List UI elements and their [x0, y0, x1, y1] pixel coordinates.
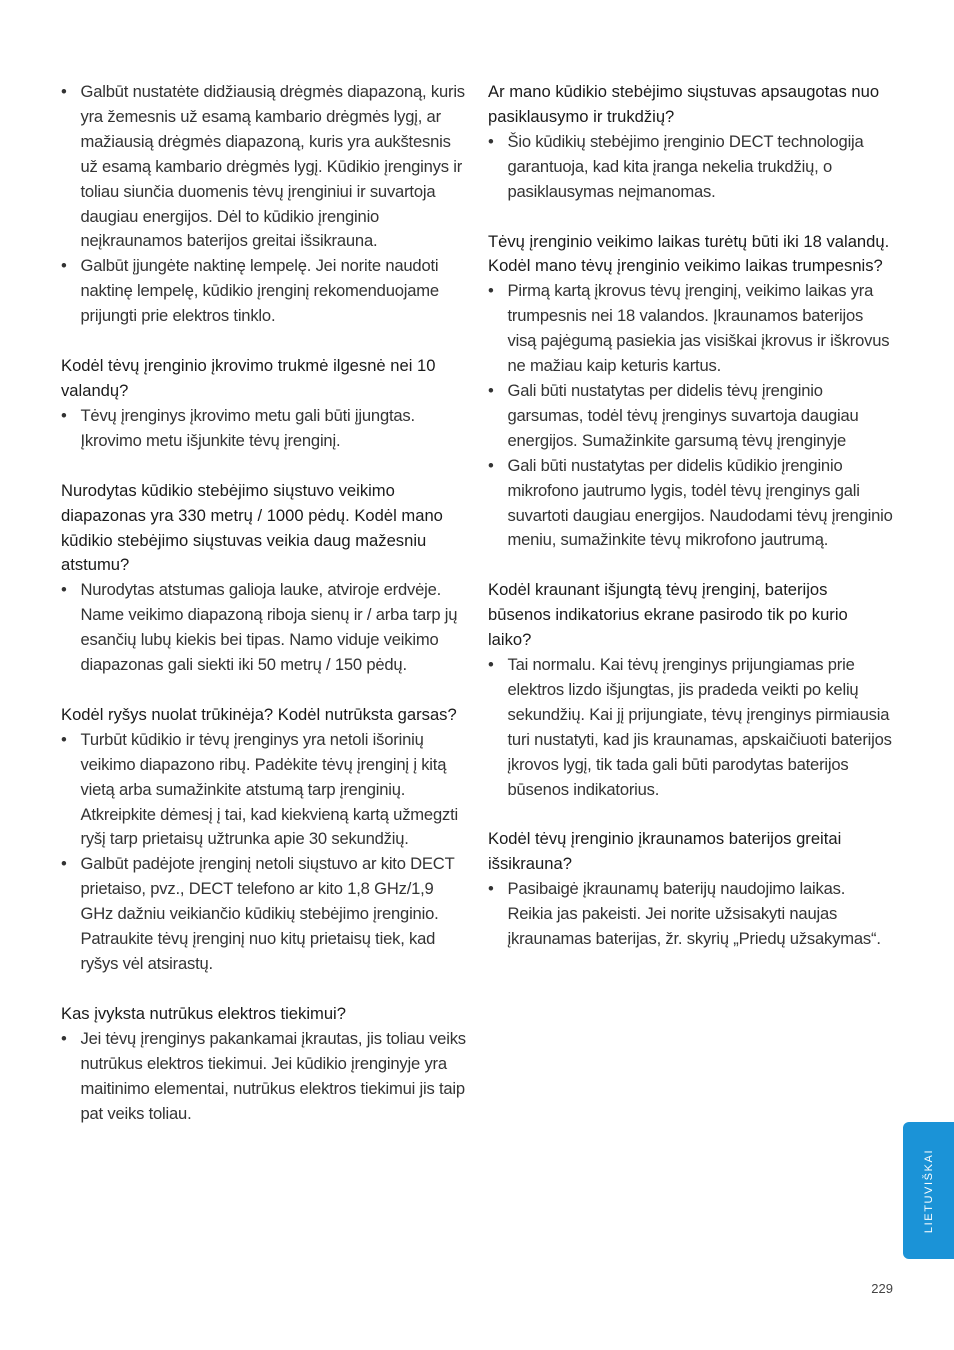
bullet-item: • Galbūt įjungėte naktinę lempelę. Jei norite naudoti naktinę lempelę, kūdikio įrenginį rekomenduojame prijungti prie elektros tinklo.: [61, 254, 467, 329]
intro-bullet-list: [61, 80, 467, 329]
language-side-tab: [903, 1122, 954, 1259]
faq-question: Ar mano kūdikio stebėjimo siųstuvas apsaugotas nuo pasiklausymo ir trukdžių?: [488, 82, 880, 126]
faq-answer-list: [61, 728, 467, 977]
faq-question: Tėvų įrenginio veikimo laikas turėtų būti iki 18 valandų. Kodėl mano tėvų įrenginio veikimo laikas trumpesnis?: [488, 231, 890, 276]
bullet-item: • Tai normalu. Kai tėvų įrenginys prijungiamas prie elektros lizdo išjungtas, jis pradeda veikti po kelių sekundžių. Kai jį prijungiate, tėvų įrenginys pirmiausia turi nustatyti, kad jis kraunamas, apskaičiuoti baterijos įkrovos lygį, tik tada gali būti parodytas baterijos būsenos indikatorius.: [488, 653, 893, 802]
faq-question: Kodėl tėvų įrenginio įkrovimo trukmė ilgesnė nei 10 valandų?: [61, 356, 436, 400]
faq-section-battery-indicator: [488, 578, 893, 802]
faq-section-range: [61, 479, 467, 678]
bullet-item: • Turbūt kūdikio ir tėvų įrenginys yra netoli išorinių veikimo diapazono ribų. Padėkite tėvų įrenginį į kitą vietą arba sumažinkite atstumą tarp įrenginių. Atkreipkite dėmesį į tai, kad kiekvieną kartą užmegzti ryšį tarp prietaisų užtrunka apie 30 sekundžių.: [61, 728, 467, 853]
bullet-item: • Gali būti nustatytas per didelis tėvų įrenginio garsumas, todėl tėvų įrenginys suvartoja daugiau energijos. Sumažinkite garsumą tėvų įrenginyje: [488, 379, 893, 454]
faq-answer-list: [488, 130, 893, 205]
page-number: 229: [871, 1281, 893, 1296]
faq-section-power-failure: [61, 1002, 467, 1127]
faq-question: Kodėl tėvų įrenginio įkraunamos baterijos greitai išsikrauna?: [488, 829, 842, 874]
bullet-item: • Tėvų įrenginys įkrovimo metu gali būti įjungtas. Įkrovimo metu išjunkite tėvų įrenginį.: [61, 404, 467, 454]
bullet-item: • Jei tėvų įrenginys pakankamai įkrautas, jis toliau veiks nutrūkus elektros tiekimui. Jei kūdikio įrenginyje yra maitinimo elementai, nutrūkus elektros tiekimui jis taip pat veiks toliau.: [61, 1027, 467, 1127]
faq-section-charging-time: [61, 354, 467, 454]
bullet-item: • Šio kūdikių stebėjimo įrenginio DECT technologija garantuoja, kad kita įranga nekelia trukdžių, o pasiklausymas neįmanomas.: [488, 130, 893, 205]
left-column: [61, 80, 467, 1151]
faq-answer-list: [61, 578, 467, 678]
faq-section-battery-drain: [488, 827, 893, 952]
language-tab-label: LIETUVIŠKAI: [922, 1148, 935, 1233]
faq-answer-list: [488, 653, 893, 802]
intro-section: [61, 80, 467, 329]
faq-answer-list: [61, 1027, 467, 1127]
bullet-item: • Nurodytas atstumas galioja lauke, atviroje erdvėje. Name veikimo diapazoną riboja sienų ir / arba tarp jų esančių lubų kiekis bei tipas. Namo viduje veikimo diapazonas gali siekti iki 50 metrų / 150 pėdų.: [61, 578, 467, 678]
right-column: [488, 80, 893, 977]
bullet-item: • Galbūt nustatėte didžiausią drėgmės diapazoną, kuris yra žemesnis už esamą kambario drėgmės lygį, ar mažiausią drėgmės diapazoną, kuris yra aukštesnis už esamą kambario drėgmės lygį. Kūdikio įrenginys ir toliau siunčia duomenis tėvų įrenginiui ir suvartoja daugiau energijos. Dėl to kūdikio įrenginio neįkraunamos baterijos greitai išsikrauna.: [61, 80, 467, 254]
faq-question: Kas įvyksta nutrūkus elektros tiekimui?: [61, 1003, 346, 1023]
faq-answer-list: [488, 877, 893, 952]
faq-section-operating-time: [488, 230, 893, 554]
faq-question: Kodėl kraunant išjungtą tėvų įrenginį, baterijos būsenos indikatorius ekrane pasirodo tik po kurio laiko?: [488, 580, 848, 650]
bullet-item: • Pirmą kartą įkrovus tėvų įrenginį, veikimo laikas yra trumpesnis nei 18 valandos. Įkraunamos baterijos visą pajėgumą pasiekia jas visiškai įkrovus ir iškrovus ne mažiau kaip keturis kartus.: [488, 279, 893, 379]
faq-answer-list: [488, 279, 893, 553]
bullet-item: • Galbūt padėjote įrenginį netoli siųstuvo ar kito DECT prietaiso, pvz., DECT telefono ar kito 1,8 GHz/1,9 GHz dažniu veikiančio kūdikių stebėjimo įrenginio. Patraukite tėvų įrenginį nuo kitų prietaisų tiek, kad ryšys vėl atsirastų.: [61, 852, 467, 977]
bullet-item: • Gali būti nustatytas per didelis kūdikio įrenginio mikrofono jautrumo lygis, todėl tėvų įrenginys gali suvartoti daugiau energijos. Naudodami tėvų įrenginio meniu, sumažinkite tėvų mikrofono jautrumą.: [488, 454, 893, 554]
faq-section-connection: [61, 703, 467, 977]
faq-section-security: [488, 80, 893, 205]
faq-question: Nurodytas kūdikio stebėjimo siųstuvo veikimo diapazonas yra 330 metrų / 1000 pėdų. Kodėl mano kūdikio stebėjimo siųstuvas veikia daug mažesniu atstumu?: [61, 480, 443, 575]
faq-answer-list: [61, 404, 467, 454]
faq-question: Kodėl ryšys nuolat trūkinėja? Kodėl nutrūksta garsas?: [61, 704, 457, 724]
bullet-item: • Pasibaigė įkraunamų baterijų naudojimo laikas. Reikia jas pakeisti. Jei norite užsisakyti naujas įkraunamas baterijas, žr. skyrių „Priedų užsakymas“.: [488, 877, 893, 952]
